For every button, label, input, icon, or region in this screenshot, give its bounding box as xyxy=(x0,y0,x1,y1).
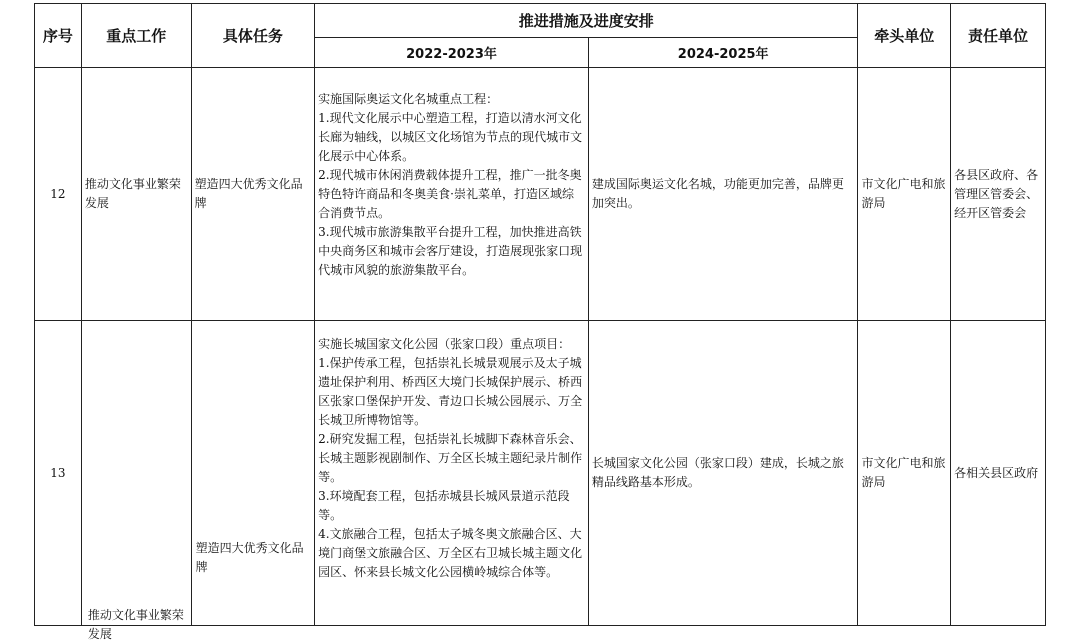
row-period-2024-2025: 长城国家文化公园（张家口段）建成，长城之旅精品线路基本形成。 xyxy=(588,321,858,626)
table-row xyxy=(35,68,1046,321)
row-task: 塑造四大优秀文化品牌 xyxy=(195,541,304,574)
row-seq: 13 xyxy=(35,321,82,626)
header-key-work: 重点工作 xyxy=(81,4,191,68)
header-task: 具体任务 xyxy=(191,4,315,68)
header-period-2024-2025: 2024-2025年 xyxy=(588,38,858,68)
header-seq: 序号 xyxy=(35,4,82,68)
row-period-2022-2023: 实施长城国家文化公园（张家口段）重点项目： 1.保护传承工程，包括崇礼长城景观展示及太子城遗址保护利用、桥西区大境门长城保护展示、桥西区张家口堡保护开发、青边口长城公园展示、万全长城卫所博物馆等。 2.研究发掘工程，包括崇礼长城脚下森林音乐会、长城主题影视剧制作、万全区长城主题纪录片制作等。 3.环境配套工程，包括赤城县长城风景道示范段等。 4.文旅融合工程，包括太子城冬奥文旅融合区、大境门商堡文旅融合区、万全区右卫城长城主题文化园区、怀来县长城文化公园横岭城综合体等。 xyxy=(315,321,589,626)
row-key-work-cell xyxy=(81,321,191,641)
table-row xyxy=(35,321,1046,626)
row-key-work: 推动文化事业繁荣发展 xyxy=(81,68,191,321)
row-responsible-unit: 各相关县区政府 xyxy=(951,321,1046,626)
row-period-2022-2023: 实施国际奥运文化名城重点工程： 1.现代文化展示中心塑造工程，打造以清水河文化长廊为轴线，以城区文化场馆为节点的现代城市文化展示中心体系。 2.现代城市休闲消费载体提升工程，推广一批冬奥特色特许商品和冬奥美食·崇礼菜单，打造区域综合消费节点。 3.现代城市旅游集散平台提升工程，加快推进高铁中央商务区和城市会客厅建设，打造展现张家口现代城市风貌的旅游集散平台。 xyxy=(315,68,589,321)
row-task-cell xyxy=(191,321,315,626)
row-task: 塑造四大优秀文化品牌 xyxy=(191,68,315,321)
header-responsible-unit: 责任单位 xyxy=(951,4,1046,68)
header-period-2022-2023: 2022-2023年 xyxy=(315,38,589,68)
row-seq: 12 xyxy=(35,68,82,321)
header-lead-unit: 牵头单位 xyxy=(858,4,951,68)
header-measures: 推进措施及进度安排 xyxy=(315,4,858,38)
row-key-work: 推动文化事业繁荣发展 xyxy=(87,608,184,641)
task-table xyxy=(34,3,1046,641)
row-lead-unit: 市文化广电和旅游局 xyxy=(858,68,951,321)
row-responsible-unit: 各县区政府、各管理区管委会、经开区管委会 xyxy=(951,68,1046,321)
row-lead-unit: 市文化广电和旅游局 xyxy=(858,321,951,626)
row-period-2024-2025: 建成国际奥运文化名城，功能更加完善，品牌更加突出。 xyxy=(588,68,858,321)
